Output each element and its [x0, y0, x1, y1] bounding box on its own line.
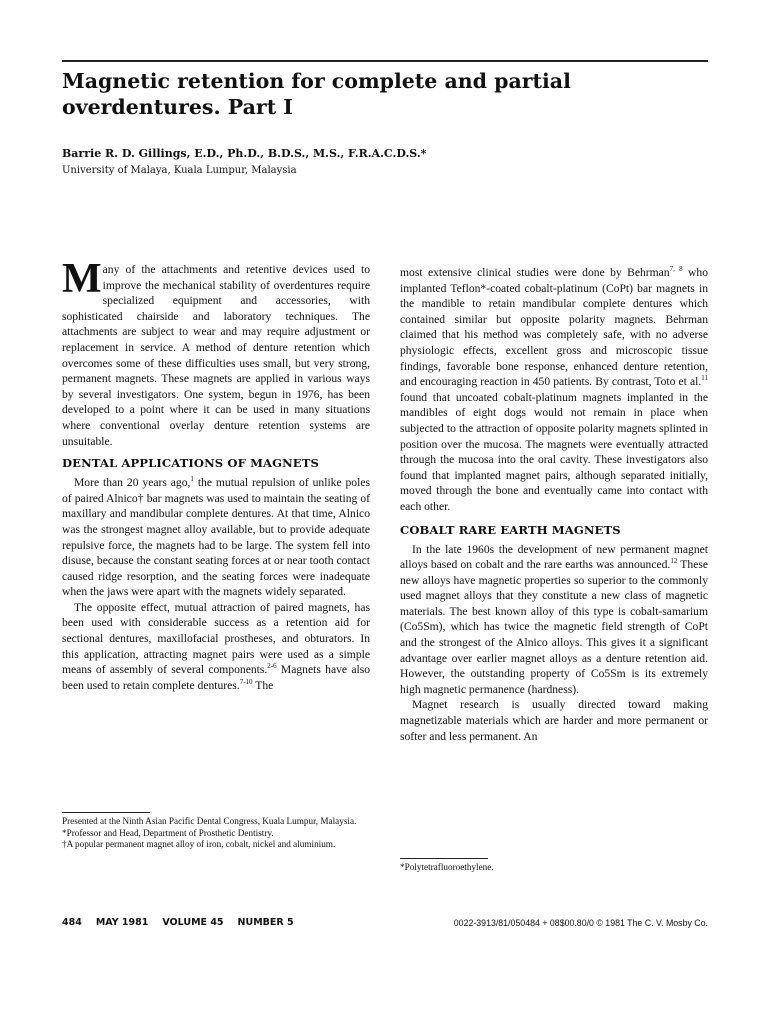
- text-run: The: [252, 678, 274, 692]
- reference-marker: 7, 8: [669, 265, 683, 274]
- volume: VOLUME 45: [162, 917, 224, 928]
- footnote: *Polytetrafluoroethylene.: [400, 862, 494, 872]
- section-heading-cobalt-rare-earth: COBALT RARE EARTH MAGNETS: [400, 522, 621, 537]
- top-rule: [62, 60, 708, 62]
- footnote: †A popular permanent magnet alloy of iron, cobalt, nickel and aluminium.: [62, 839, 336, 849]
- author-line: Barrie R. D. Gillings, E.D., Ph.D., B.D.S., M.S., F.R.A.C.D.S.*: [62, 147, 427, 160]
- intro-text: any of the attachments and retentive devices used to improve the mechanical stability of overdentures require specialized equipment and accessories, with sophisticated chairside and laboratory techniques. The attachments are subject to wear and may require adjustment or replacement in service. A method of denture retention which overcomes some of these difficulties uses small, but very strong, permanent magnets. These magnets are applied in various ways by several investigators. One system, begun in 1976, has been developed to a point where it can be used in many situations where conventional overlay denture retention systems are unsuitable.: [62, 263, 370, 448]
- body-paragraph: [62, 600, 370, 694]
- drop-cap: M: [62, 256, 102, 302]
- text-run: found that uncoated cobalt-platinum magnets implanted in the mandibles of eight dogs would not remain in place when subjected to the attraction of opposite polarity magnets splinted in position over the mucosa. The magnets were eventually attracted through the mucosa into the oral cavity. These investigators also found that implanted magnet pairs, although separated initially, moved through the bone and eventually came into contact with each other.: [400, 390, 708, 513]
- body-paragraph: [400, 265, 708, 515]
- intro-paragraph: [62, 256, 370, 449]
- copyright-line: 0022-3913/81/050484 + 08$00.80/0 © 1981 The C. V. Mosby Co.: [453, 918, 708, 928]
- page-number: 484: [62, 917, 82, 928]
- text-run: These new alloys have magnetic properties so superior to the commonly used magnet alloys that they constitute a new class of magnetic materials. The best known alloy of this type is cobalt-samarium (Co5Sm), which has twice the magnetic field strength of CoPt and the strongest of the Alnico alloys. This gives it a significant advantage over earlier magnet alloys as a denture retention aid. However, the outstanding property of Co5Sm is its extremely high magnetic permanence (hardness).: [400, 558, 708, 696]
- text-run: The opposite effect, mutual attraction of paired magnets, has been used with considerable success as a retention aid for sectional dentures, maxillofacial prostheses, and obturators. In this application, attracting magnet pairs were used as a simple means of assembly of several components.: [62, 600, 370, 677]
- footnote-rule: [62, 812, 150, 813]
- footnote: *Professor and Head, Department of Prosthetic Dentistry.: [62, 827, 274, 838]
- text-run: In the late 1960s the development of new permanent magnet alloys based on cobalt and the rare earths was announced.: [400, 542, 708, 572]
- text-run: the mutual repulsion of unlike poles of paired Alnico† bar magnets was used to maintain the seating of maxillary and mandibular complete dentures. At that time, Alnico was the strongest magnet alloy available, but to provide adequate repulsive force, the magnets had to be large. The system fell into disuse, because the constant seating forces at or near tooth contact caused ridge resorption, and the seating forces were inadequate when the jaws were apart with the magnets widely separated.: [62, 476, 370, 599]
- reference-marker: 2-6: [267, 662, 277, 671]
- reference-marker: 11: [701, 374, 708, 383]
- body-paragraph: [62, 475, 370, 600]
- body-paragraph: [400, 542, 708, 698]
- text-run: who implanted Teflon*-coated cobalt-platinum (CoPt) bar magnets in the mandible to retain mandibular complete dentures which contained similar but opposite polarity magnets. Behrman claimed that his method was completely safe, with no adverse physiologic effects, excellent gross and microscopic tissue findings, favorable bone response, enhanced denture retention, and encouraging reaction in 450 patients. By contrast, Toto et al.: [400, 266, 708, 389]
- reference-marker: 7-10: [239, 677, 253, 686]
- text-run: Magnets have also been used to retain complete dentures.: [62, 663, 371, 692]
- footnotes-right: [400, 858, 710, 874]
- text-run: More than 20 years ago,: [74, 476, 191, 490]
- issue-number: NUMBER 5: [237, 917, 294, 928]
- page-footer-left: [62, 917, 294, 928]
- footnotes-left: [62, 812, 372, 851]
- author-affiliation: University of Malaya, Kuala Lumpur, Malaysia: [62, 165, 297, 176]
- text-run: most extensive clinical studies were done by Behrman: [400, 266, 670, 279]
- reference-marker: 12: [670, 557, 678, 566]
- article-title: Magnetic retention for complete and partial overdentures. Part I: [62, 69, 571, 119]
- left-column: [62, 256, 371, 693]
- right-column: [400, 265, 708, 744]
- section-heading-dental-applications: DENTAL APPLICATIONS OF MAGNETS: [62, 456, 319, 471]
- body-paragraph: Magnet research is usually directed toward making magnetizable materials which are harder and more permanent or softer and less permanent. An: [400, 698, 708, 743]
- footnote-rule: [400, 858, 488, 859]
- issue-date: MAY 1981: [95, 917, 149, 928]
- reference-marker: 1: [190, 475, 194, 484]
- footnote: Presented at the Ninth Asian Pacific Dental Congress, Kuala Lumpur, Malaysia.: [62, 816, 357, 826]
